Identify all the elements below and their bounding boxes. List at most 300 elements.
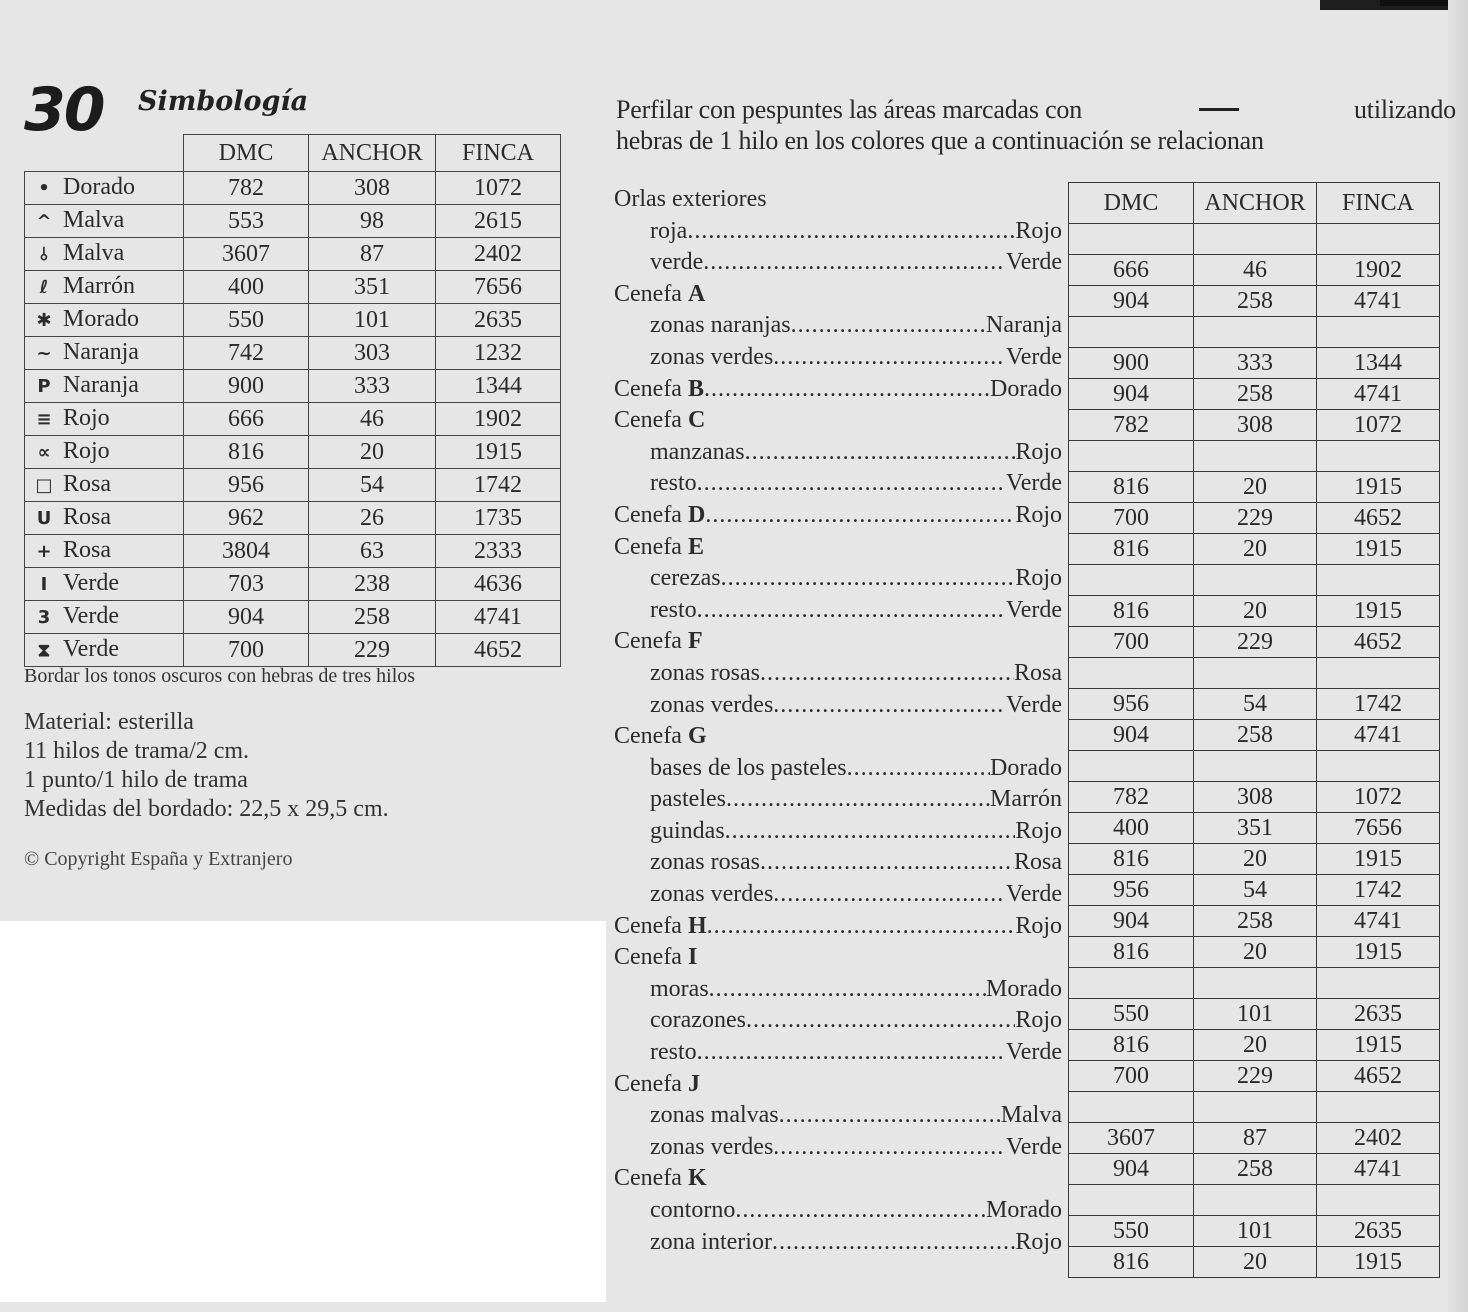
anchor-cell: 333: [309, 370, 436, 403]
section-letter: F: [687, 628, 703, 655]
finca-cell: 1742: [436, 469, 561, 502]
dmc-cell: 956: [1069, 875, 1194, 906]
finca-cell: 4636: [436, 568, 561, 601]
anchor-cell: 308: [309, 172, 436, 205]
finca-cell: 7656: [1317, 813, 1440, 844]
symbology-row: [25, 304, 561, 337]
anchor-cell: 333: [1194, 348, 1317, 379]
finca-cell: 1915: [1317, 534, 1440, 565]
symbology-row: [25, 436, 561, 469]
thread-color: Rojo: [1015, 217, 1062, 244]
material-line: 1 punto/1 hilo de trama: [24, 767, 248, 793]
dmc-cell: [1069, 224, 1194, 255]
anchor-cell: 87: [309, 238, 436, 271]
area-label: zonas malvas: [650, 1102, 779, 1129]
dmc-cell: [1069, 1185, 1194, 1216]
finca-cell: 1742: [1317, 875, 1440, 906]
dark-tones-note: Bordar los tonos oscuros con hebras de tres hilos: [24, 665, 416, 687]
area-item: [606, 247, 1062, 279]
dmc-cell: 703: [184, 568, 309, 601]
finca-cell: 2635: [1317, 999, 1440, 1030]
anchor-cell: 26: [309, 502, 436, 535]
outline-row: [1069, 968, 1440, 999]
outline-row: [1069, 534, 1440, 565]
area-label: Cenefa C: [614, 407, 706, 434]
anchor-cell: [1194, 751, 1317, 782]
dmc-cell: 3607: [1069, 1123, 1194, 1154]
finca-cell: [1317, 658, 1440, 689]
thread-color: Verde: [1006, 691, 1062, 718]
finca-cell: 4741: [1317, 906, 1440, 937]
finca-cell: 4741: [1317, 1154, 1440, 1185]
finca-cell: 1915: [1317, 937, 1440, 968]
dmc-cell: 550: [184, 304, 309, 337]
anchor-cell: 20: [1194, 534, 1317, 565]
leader-dots: [772, 1227, 1015, 1259]
dmc-cell: 666: [184, 403, 309, 436]
area-label: cerezas: [650, 565, 721, 592]
bar-symbol-icon: I: [40, 574, 48, 595]
dmc-cell: [1069, 751, 1194, 782]
three-symbol-icon: 3: [37, 607, 51, 628]
leader-dots: [791, 310, 986, 342]
symbology-row: [25, 535, 561, 568]
dmc-cell: 962: [184, 502, 309, 535]
outline-row: [1069, 1216, 1440, 1247]
section-heading: [606, 532, 1062, 564]
dmc-cell: [1069, 1092, 1194, 1123]
finca-cell: 1344: [436, 370, 561, 403]
outline-row: [1069, 1185, 1440, 1216]
anchor-cell: 101: [1194, 999, 1317, 1030]
finca-cell: 1915: [1317, 1030, 1440, 1061]
thread-color: Rosa: [1014, 849, 1062, 876]
thread-color: Rojo: [1015, 817, 1062, 844]
symbol-color-cell: [25, 370, 184, 403]
dmc-cell: 550: [1069, 1216, 1194, 1247]
section-heading: [606, 942, 1062, 974]
thread-color: Verde: [1006, 1133, 1062, 1160]
anchor-cell: 63: [309, 535, 436, 568]
symbology-row: [25, 238, 561, 271]
dmc-cell: 816: [1069, 472, 1194, 503]
leader-dots: [697, 595, 1006, 627]
area-item: [606, 216, 1062, 248]
area-label: Cenefa E: [614, 533, 704, 560]
triple-bar-symbol-icon: ≡: [36, 409, 52, 430]
dmc-cell: 666: [1069, 255, 1194, 286]
dmc-cell: 782: [184, 172, 309, 205]
dmc-cell: 816: [1069, 534, 1194, 565]
area-item: [606, 1037, 1062, 1069]
outline-header-row: [1069, 183, 1440, 224]
outline-row: [1069, 1030, 1440, 1061]
outline-row: [1069, 937, 1440, 968]
anchor-cell: 258: [1194, 379, 1317, 410]
color-name: Rojo: [63, 438, 110, 464]
symbol-color-cell: [25, 337, 184, 370]
area-label: zonas verdes: [650, 881, 774, 908]
finca-cell: [1317, 441, 1440, 472]
material-line: Material: esterilla: [24, 709, 194, 735]
outline-area-list: [606, 184, 1062, 1258]
finca-cell: 1742: [1317, 689, 1440, 720]
area-label: moras: [650, 975, 709, 1002]
finca-cell: 2635: [436, 304, 561, 337]
dot-symbol-icon: •: [38, 178, 50, 199]
anchor-cell: 303: [309, 337, 436, 370]
finca-cell: 7656: [436, 271, 561, 304]
symbology-title: Simbología: [138, 86, 309, 117]
leader-dots: [709, 974, 986, 1006]
leader-dots: [707, 911, 1016, 943]
anchor-cell: 238: [309, 568, 436, 601]
area-item: [606, 1195, 1062, 1227]
finca-cell: 1902: [436, 403, 561, 436]
stick-pin-symbol-icon: ⫰: [40, 244, 48, 265]
symbology-row: [25, 172, 561, 205]
proportional-symbol-icon: ∝: [37, 442, 51, 463]
area-label: roja: [650, 217, 688, 244]
symbology-header-row: [25, 135, 561, 172]
color-name: Malva: [63, 240, 125, 266]
outline-row: [1069, 410, 1440, 441]
material-line: 11 hilos de trama/2 cm.: [24, 738, 250, 764]
outline-row: [1069, 317, 1440, 348]
area-item: [606, 310, 1062, 342]
symbol-color-cell: [25, 502, 184, 535]
thread-color: Morado: [986, 1197, 1062, 1223]
square-symbol-icon: □: [35, 475, 53, 496]
anchor-cell: 54: [309, 469, 436, 502]
dmc-cell: 553: [184, 205, 309, 238]
leader-dots: [847, 753, 990, 785]
area-label: Cenefa A: [614, 280, 706, 307]
finca-cell: 1072: [1317, 782, 1440, 813]
thread-color: Rosa: [1014, 659, 1062, 686]
symbol-color-cell: [25, 271, 184, 304]
leader-dots: [703, 247, 1006, 279]
outline-row: [1069, 596, 1440, 627]
outline-row: [1069, 286, 1440, 317]
dmc-cell: [1069, 565, 1194, 596]
outline-row: [1069, 1247, 1440, 1278]
leader-dots: [687, 216, 1015, 248]
dmc-cell: 700: [1069, 503, 1194, 534]
thread-color: Verde: [1006, 343, 1062, 370]
finca-cell: [1317, 317, 1440, 348]
area-label: pasteles: [650, 786, 726, 813]
area-item: [606, 563, 1062, 595]
leader-dots: [773, 1132, 1006, 1164]
anchor-cell: 308: [1194, 782, 1317, 813]
symbology-row: [25, 469, 561, 502]
header-dmc: DMC: [184, 135, 309, 172]
area-label: zonas verdes: [650, 1133, 774, 1160]
anchor-cell: 20: [1194, 472, 1317, 503]
color-name: Rojo: [63, 405, 110, 431]
dmc-cell: 904: [1069, 906, 1194, 937]
dmc-cell: 400: [1069, 813, 1194, 844]
dmc-cell: 904: [1069, 1154, 1194, 1185]
finca-cell: [1317, 1185, 1440, 1216]
outline-row: [1069, 472, 1440, 503]
section-letter: K: [687, 1165, 707, 1192]
area-label: zona interior: [650, 1228, 772, 1255]
anchor-cell: 101: [309, 304, 436, 337]
p-symbol-icon: P: [37, 376, 51, 397]
finca-cell: 4652: [1317, 1061, 1440, 1092]
page-number: 30: [24, 75, 104, 145]
outline-row: [1069, 627, 1440, 658]
outline-row: [1069, 565, 1440, 596]
leader-dots: [745, 437, 1016, 469]
area-item: [606, 1227, 1062, 1259]
leader-dots: [735, 1195, 986, 1227]
section-heading: [606, 911, 1062, 943]
color-name: Malva: [63, 207, 125, 233]
dmc-cell: [1069, 441, 1194, 472]
finca-cell: 1915: [1317, 596, 1440, 627]
leader-dots: [760, 658, 1014, 690]
area-item: [606, 847, 1062, 879]
symbol-color-cell: [25, 238, 184, 271]
section-heading: [606, 184, 1062, 216]
dmc-cell: 816: [184, 436, 309, 469]
area-item: [606, 784, 1062, 816]
section-letter: G: [687, 723, 707, 750]
leader-dots: [705, 500, 1015, 532]
anchor-cell: 258: [1194, 286, 1317, 317]
thread-color: Rojo: [1015, 1007, 1062, 1034]
material-info: [24, 708, 389, 824]
dmc-cell: 550: [1069, 999, 1194, 1030]
thread-color: Verde: [1006, 1039, 1062, 1066]
section-letter: A: [687, 280, 706, 307]
section-letter: C: [687, 407, 706, 434]
intro-line-2: hebras de 1 hilo en los colores que a continuación se relacionan: [616, 126, 1264, 155]
section-heading: [606, 279, 1062, 311]
area-item: [606, 1100, 1062, 1132]
dmc-cell: 904: [1069, 720, 1194, 751]
anchor-cell: 229: [309, 634, 436, 667]
dmc-cell: [1069, 317, 1194, 348]
color-name: Verde: [63, 570, 119, 596]
symbology-row: [25, 370, 561, 403]
anchor-cell: [1194, 658, 1317, 689]
area-item: [606, 595, 1062, 627]
outline-color-table: [1068, 182, 1440, 1278]
thread-color: Rojo: [1015, 438, 1062, 465]
finca-cell: 2635: [1317, 1216, 1440, 1247]
area-item: [606, 753, 1062, 785]
dmc-cell: [1069, 968, 1194, 999]
section-heading: [606, 1163, 1062, 1195]
color-name: Rosa: [63, 471, 111, 497]
symbology-row: [25, 634, 561, 667]
area-label: contorno: [650, 1197, 736, 1223]
thread-color: Dorado: [990, 754, 1062, 781]
dmc-cell: 700: [1069, 1061, 1194, 1092]
dmc-cell: 816: [1069, 596, 1194, 627]
section-heading: [606, 1069, 1062, 1101]
material-line: Medidas del bordado: 22,5 x 29,5 cm.: [24, 796, 389, 822]
blank-area: [0, 921, 606, 1302]
leader-dots: [773, 690, 1006, 722]
area-label: zonas verdes: [650, 343, 774, 370]
dmc-cell: 956: [184, 469, 309, 502]
symbology-row: [25, 502, 561, 535]
dmc-cell: 904: [1069, 379, 1194, 410]
finca-cell: 4741: [1317, 720, 1440, 751]
area-label: zonas rosas: [650, 849, 760, 876]
area-label: Orlas exteriores: [614, 186, 767, 212]
thread-color: Morado: [986, 975, 1062, 1002]
area-label: Cenefa J: [614, 1070, 700, 1097]
dmc-cell: 900: [184, 370, 309, 403]
leader-dots: [725, 816, 1016, 848]
section-heading: [606, 500, 1062, 532]
symbol-color-cell: [25, 634, 184, 667]
intro-line-1: Perfilar con pespuntes las áreas marcadas con utilizando: [616, 95, 1456, 124]
outline-row: [1069, 1092, 1440, 1123]
header-blank: [25, 135, 184, 172]
thread-color: Rojo: [1015, 912, 1062, 939]
section-heading: [606, 405, 1062, 437]
color-name: Dorado: [63, 174, 135, 200]
section-letter: B: [687, 375, 704, 402]
finca-cell: 4741: [436, 601, 561, 634]
anchor-cell: 54: [1194, 875, 1317, 906]
caret-symbol-icon: ^: [36, 211, 52, 232]
hourglass-symbol-icon: ⧗: [37, 640, 51, 661]
symbol-color-cell: [25, 172, 184, 205]
color-name: Morado: [63, 306, 139, 332]
area-item: [606, 468, 1062, 500]
anchor-cell: [1194, 1092, 1317, 1123]
finca-cell: 2333: [436, 535, 561, 568]
anchor-cell: [1194, 441, 1317, 472]
symbology-row: [25, 205, 561, 238]
finca-cell: 1902: [1317, 255, 1440, 286]
backstitch-line-icon: [1199, 108, 1239, 111]
header-finca: FINCA: [436, 135, 561, 172]
section-letter: D: [687, 501, 706, 528]
dmc-cell: 3804: [184, 535, 309, 568]
leader-dots: [697, 1037, 1006, 1069]
dmc-cell: 956: [1069, 689, 1194, 720]
area-label: Cenefa B: [614, 375, 704, 402]
area-item: [606, 342, 1062, 374]
anchor-cell: [1194, 968, 1317, 999]
finca-cell: 1072: [436, 172, 561, 205]
section-letter: E: [687, 533, 704, 560]
area-label: resto: [650, 1039, 697, 1066]
leader-dots: [773, 879, 1006, 911]
anchor-cell: 229: [1194, 627, 1317, 658]
area-label: resto: [650, 470, 697, 497]
area-label: corazones: [650, 1007, 746, 1034]
finca-cell: [1317, 224, 1440, 255]
symbology-row: [25, 337, 561, 370]
anchor-cell: 46: [309, 403, 436, 436]
anchor-cell: 20: [1194, 1247, 1317, 1278]
symbol-color-cell: [25, 205, 184, 238]
header-dmc: DMC: [1069, 183, 1194, 224]
dmc-cell: 400: [184, 271, 309, 304]
area-label: zonas rosas: [650, 659, 760, 686]
dmc-cell: 782: [1069, 410, 1194, 441]
area-item: [606, 1132, 1062, 1164]
dmc-cell: 904: [184, 601, 309, 634]
area-label: Cenefa F: [614, 628, 703, 655]
thread-color: Naranja: [986, 312, 1062, 339]
finca-cell: 1735: [436, 502, 561, 535]
symbol-color-cell: [25, 403, 184, 436]
symbology-row: [25, 271, 561, 304]
symbology-row: [25, 601, 561, 634]
area-label: Cenefa K: [614, 1165, 707, 1192]
area-item: [606, 816, 1062, 848]
finca-cell: [1317, 968, 1440, 999]
anchor-cell: 229: [1194, 503, 1317, 534]
dmc-cell: 700: [1069, 627, 1194, 658]
thread-color: Dorado: [990, 375, 1062, 402]
area-label: Cenefa H: [614, 912, 707, 939]
thread-color: Rojo: [1015, 565, 1062, 592]
leader-dots: [726, 784, 990, 816]
anchor-cell: 20: [1194, 596, 1317, 627]
area-label: resto: [650, 596, 697, 623]
finca-cell: 1915: [1317, 1247, 1440, 1278]
area-label: zonas verdes: [650, 691, 774, 718]
area-item: [606, 658, 1062, 690]
tilde-symbol-icon: ~: [36, 343, 52, 364]
curl-symbol-icon: ℓ: [39, 277, 49, 298]
thread-color: Marrón: [990, 786, 1062, 813]
anchor-cell: [1194, 565, 1317, 596]
symbology-row: [25, 568, 561, 601]
thread-color: Rojo: [1015, 1228, 1062, 1255]
area-item: [606, 1005, 1062, 1037]
plus-symbol-icon: +: [36, 541, 52, 562]
area-label: Cenefa D: [614, 501, 706, 528]
anchor-cell: 98: [309, 205, 436, 238]
finca-cell: [1317, 1092, 1440, 1123]
outline-row: [1069, 906, 1440, 937]
area-label: bases de los pasteles: [650, 754, 847, 781]
anchor-cell: 20: [309, 436, 436, 469]
outline-row: [1069, 441, 1440, 472]
thread-color: Verde: [1006, 881, 1062, 908]
symbol-color-cell: [25, 601, 184, 634]
symbology-row: [25, 403, 561, 436]
thread-color: Verde: [1006, 596, 1062, 623]
page-gutter-shadow: [1448, 0, 1468, 1312]
leader-dots: [704, 374, 990, 406]
outline-row: [1069, 720, 1440, 751]
thread-color: Rojo: [1015, 501, 1062, 528]
anchor-cell: 258: [1194, 906, 1317, 937]
dmc-cell: 742: [184, 337, 309, 370]
header-anchor: ANCHOR: [309, 135, 436, 172]
anchor-cell: [1194, 224, 1317, 255]
anchor-cell: 87: [1194, 1123, 1317, 1154]
symbology-table: [24, 134, 561, 667]
symbol-color-cell: [25, 469, 184, 502]
area-item: [606, 690, 1062, 722]
outline-row: [1069, 1123, 1440, 1154]
